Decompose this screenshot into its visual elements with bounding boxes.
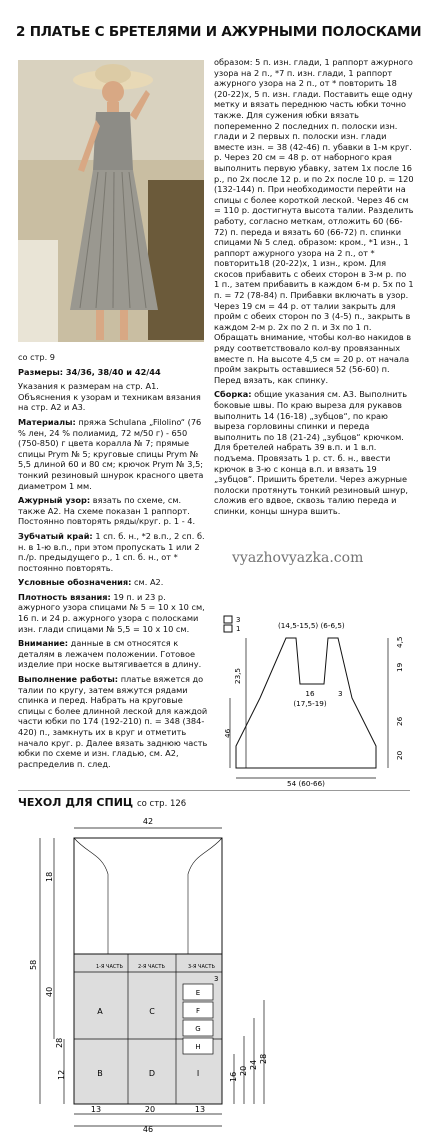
total-left-label: 46 [223,728,232,738]
legend-symbol-3 [224,616,232,623]
cell-e: E [195,989,201,997]
dim-12: 12 [57,1069,66,1080]
dim-40: 40 [45,986,54,997]
work-cont: образом: 5 п. изн. глади, 1 раппорт ажурного узора на 2 п., *7 п. изн. глади, 1 раппорт ажурного узора на 2 п., от * повторить 18 (20-22)х, 5 п. изн. глади. Поставить еще одну метку и вязать переднюю часть юбки точно также. Для сужения юбки вязать попеременно 2 последних п. полоски изн. глади и 2 первых п. полоски изн. глади вместе изн. = 38 (42-46) п. убавки в 1-м круг. р. Через 20 см = 48 р. от наборного края выполнить первую убавку, затем 1х после 16 р., по 2х после 12 р. и по 2х после 10 р. = 120 (132-144) п. При необходимости перейти на спицы с более короткой леской. Через 46 см = 110 р. достигнута высота талии. Разделить работу, согласно меткам, отложить 60 (66-72) п. переда и вязать 60 (66-72) п. спинки спицами № 5 след. образом: кром., *1 изн., 1 раппорт ажурного узора на 2 п., от * повторить18 (20-22)х, 1 изн., кром. Для скосов прибавить с обеих сторон в 3-м р. по 1 п., затем прибавить в каждом 6-м р. 5х по 1 п. = 72 (78-84) п. Прибавки включать в узор. Через 19 см = 44 р. от талии закрыть для пройм с обеих сторон по 3 (4-5) п., закрыть в каждом 2-м р. 2х по 2 п. и 3х по 1 п. Обращать внимание, чтобы кол-во накидов в ряду соответствовало кол-ву провязанных вместе п. На высоте 4,5 см = 20 р. от начала пройм закрыть оставшиеся 52 (56-60) п. Перед вязать, как спинку. [214,57,414,385]
work-label: Выполнение работы: [18,674,119,685]
note-para [18,638,208,670]
sizes-para [18,367,208,378]
symbols-value: см. А2. [131,577,164,588]
dress-schematic [214,612,414,788]
edge-value: 1 сп. б. н., *2 в.п., 2 сп. б. н. в 1-ю в.п., при этом пропускать 1 или 2 п./р. предыдущего р., 1 сп. б. н., от * постоянно повторять. [18,530,205,573]
dim-b46: 46 [142,1125,154,1134]
materials-label: Материалы: [18,416,76,427]
watermark: vyazhovyazka.com [232,550,364,566]
dim-r28: 28 [259,1053,268,1064]
dim-b13a: 13 [90,1105,102,1114]
density-para [18,592,208,634]
cell-d: D [148,1069,156,1078]
assembly-para [214,389,414,516]
legend-1: 1 [236,625,241,633]
sizes-label: Размеры: [18,366,64,377]
cell-b: B [97,1069,103,1078]
bottom-width-label: 54 (60-66) [287,779,325,788]
armhole-label: 4,5 [395,636,404,648]
cell-f: F [195,1007,201,1015]
dim-28: 28 [55,1037,64,1048]
legend-symbol-1 [224,625,232,632]
cell-i: I [196,1069,200,1078]
assembly-value: общие указания см. А3. Выполнить боковые швы. По краю выреза для рукавов выполнить 14 (16-18) „зубцов“, по краю выреза горловины спинки и переда выполнить по 18 (21-24) „зубцов“ крючком. Для бретелей набрать 39 в.п. и 1 в.п. подъема. Провязать 1 р. ст. б. н., ввести крючок в 3-ю с конца в.п. и вязать 19 „зубцов“. Пришить бретели. Через ажурные полоски протянуть тонкий резиновый шнур, сложив его вдвое, сквозь талию переда и спинки, концы шнура вшить. [214,389,408,516]
lace-value: вязать по схеме, см. также А2. На схеме показан 1 раппорт. Постоянно повторять ряды/круг. р. 1 - 4. [18,495,196,527]
dim-58: 58 [29,959,38,970]
section-divider [18,790,410,791]
legend-3: 3 [236,616,241,624]
density-label: Плотность вязания: [18,591,111,602]
side-total-label: 23,5 [233,667,242,684]
part2-label: 2-Я ЧАСТЬ [138,964,165,970]
waist-alt-label: (17,5-19) [293,699,327,708]
dim-b20: 20 [144,1105,156,1114]
dress-photo [18,60,204,342]
dim-18: 18 [45,871,54,882]
work-para [18,674,208,769]
sizes-note: Указания к размерам на стр. А1. Объяснения к узорам и техникам вязания на стр. А2 и А3. [18,381,201,413]
dim-b13b: 13 [194,1105,206,1114]
cell-a: A [97,1007,103,1016]
edge-label: Зубчатый край: [18,530,93,541]
symbols-label: Условные обозначения: [18,577,132,588]
dress-photo-illustration [18,60,204,342]
armhole-h-label: 19 [395,662,404,672]
waist-label: 16 [305,689,315,698]
case-schematic [18,814,410,1134]
work-value: платье вяжется до талии по кругу, затем вяжутся рядами спинка и перед. Набрать на круговые спицы с более длинной леской для каждой части юбки по 174 (192-210) п. = 348 (384-420) п., замкнуть их в круг и отметить начало круг. р. Далее вязать заднюю часть юбки по схеме и изн. гладью, см. А2, распределив п. след. [18,674,208,769]
note-value: данные в см относятся к деталям в лежачем положении. Готовое изделие при носке вытягивается в длину. [18,638,202,670]
right-column [214,57,414,521]
edge-para [18,531,208,573]
part1-label: 1-Я ЧАСТЬ [96,964,123,970]
dim-r16: 16 [229,1071,238,1082]
waist-right-label: 3 [338,689,343,698]
materials-value: пряжа Schulana „Filolino“ (76 % лен, 24 % полиамид, 72 м/50 г) - 650 (750-850) г цвета коралла № 7; прямые спицы Prym № 5; круговые спицы Prym № 5,5 длиной 60 и 80 см; крючок Prym № 3,5; тонкий резиновый шнурок красного цвета диаметром 1 мм. [18,416,204,491]
dim-r24: 24 [249,1059,258,1070]
ref-text: со стр. 9 [18,352,55,362]
case-title [18,796,186,809]
density-value: 19 п. и 23 р. ажурного узора спицами № 5 = 10 х 10 см, 16 п. и 24 р. ажурного узора с полосками изн. глади спицами № 5,5 = 10 х 10 см. [18,591,205,634]
cell-g: G [195,1025,201,1033]
cell-h: H [195,1043,201,1051]
top-width-label: (14,5-15,5) (6-6,5) [278,621,345,630]
assembly-label: Сборка: [214,389,252,400]
symbols-para [18,577,208,588]
page-title: 2 ПЛАТЬЕ С БРЕТЕЛЯМИ И АЖУРНЫМИ ПОЛОСКАМИ [16,24,422,40]
sizes-value: 34/36, 38/40 и 42/44 [63,366,161,377]
dim-r20: 20 [239,1065,248,1076]
skirt-low-label: 20 [395,750,404,760]
left-column [18,352,208,773]
part3-label: 3-Я ЧАСТЬ [188,964,215,970]
case-ref: со стр. 126 [136,799,187,809]
lace-para [18,495,208,527]
materials-para [18,417,208,491]
case-title-text: ЧЕХОЛ ДЛЯ СПИЦ [18,796,134,809]
cell-c: C [149,1007,155,1016]
lace-label: Ажурный узор: [18,495,91,506]
case-top-width: 42 [142,817,154,826]
inner-dim: 3 [214,975,219,983]
skirt-h-label: 26 [395,716,404,726]
note-label: Внимание: [18,638,69,649]
